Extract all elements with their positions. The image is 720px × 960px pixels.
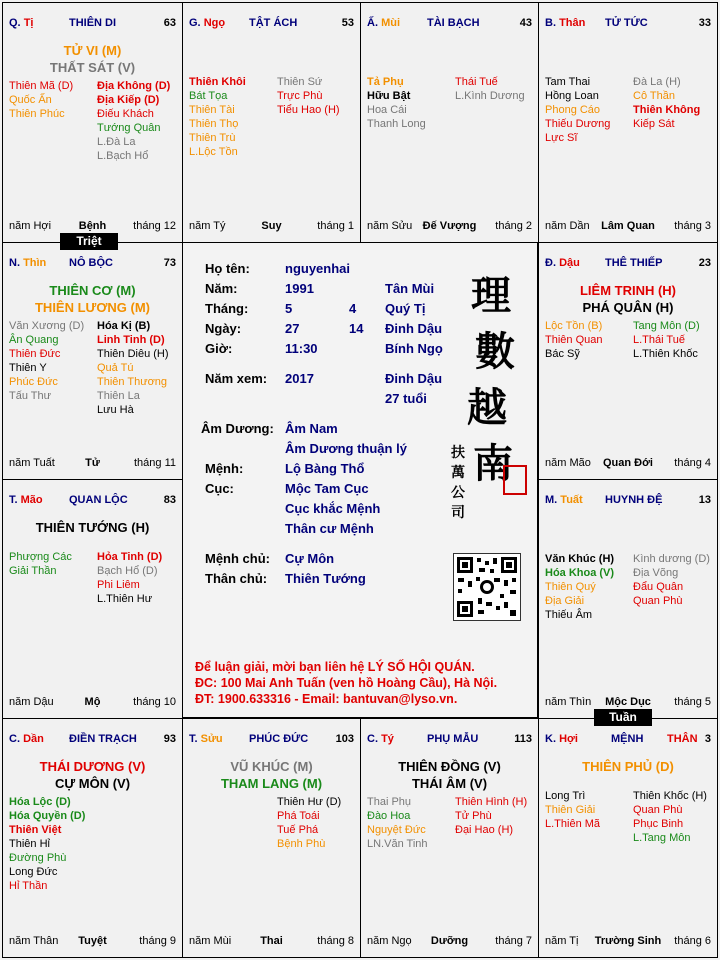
- palace-month: tháng 6: [674, 935, 711, 947]
- palace-mao[interactable]: [2, 479, 183, 719]
- palace-ti[interactable]: [2, 2, 183, 243]
- palace-header: [367, 17, 532, 31]
- palace-stage: Lâm Quan: [601, 220, 655, 232]
- palace-stage: Mộ: [84, 696, 101, 708]
- year-can: Tân Mùi: [385, 281, 435, 296]
- minor-star: Thiên Mã (D): [9, 80, 74, 92]
- star-list-left: [367, 795, 428, 851]
- qr-code-graphic: [454, 554, 520, 620]
- minor-star: Kiếp Sát: [633, 118, 675, 130]
- palace-year: năm Hợi: [9, 220, 52, 232]
- palace-header: [545, 733, 711, 747]
- minor-star: L.Thiên Hư: [97, 593, 153, 605]
- cuc-label: Cục:: [205, 481, 234, 496]
- palace-number: 103: [335, 733, 354, 745]
- minor-star: Hoa Cái: [367, 104, 407, 116]
- minor-star: Thiên Thọ: [189, 118, 239, 130]
- logo-char-3: 越: [467, 384, 507, 431]
- minor-star: Thiên Hư (D): [277, 796, 342, 808]
- palace-hoi[interactable]: [538, 718, 718, 958]
- minor-star: Thiếu Âm: [545, 609, 593, 621]
- minor-star: Lộc Tồn (B): [545, 320, 603, 332]
- palace-year: năm Dậu: [9, 696, 54, 708]
- palace-stage: Mộc Dục: [605, 696, 651, 708]
- palace-than[interactable]: [538, 2, 718, 243]
- minor-star: Hỏa Tinh (D): [97, 551, 163, 563]
- major-star: PHÁ QUÂN (H): [582, 300, 674, 315]
- star-list-right: [633, 789, 707, 845]
- palace-number: 13: [698, 494, 711, 506]
- palace-year: năm Sửu: [367, 220, 413, 232]
- menh-value: Lộ Bàng Thổ: [285, 461, 365, 476]
- star-list-left: [545, 319, 602, 361]
- palace-branch: C. Tý: [367, 733, 394, 745]
- palace-suu[interactable]: [182, 718, 361, 958]
- minor-star: Bát Tọa: [189, 90, 228, 102]
- month-lunar: 4: [349, 301, 357, 316]
- view-year-value: 2017: [285, 371, 314, 386]
- palace-name: HUYNH ĐỆ: [605, 494, 663, 506]
- minor-star: Phong Cáo: [545, 104, 601, 116]
- palace-footer: [545, 457, 711, 471]
- minor-star: Hóa Quyền (D): [9, 810, 86, 822]
- minor-star: Thiên Hình (H): [455, 796, 528, 808]
- minor-star: L.Kình Dương: [455, 90, 525, 102]
- minor-star: Địa Kiếp (D): [97, 94, 160, 106]
- minor-star: L.Tang Môn: [633, 832, 691, 844]
- minor-star: LN.Văn Tinh: [367, 838, 428, 850]
- view-year-can: Đinh Dậu: [385, 371, 443, 386]
- palace-branch: N. Thìn: [9, 257, 47, 269]
- year-value: 1991: [285, 281, 314, 296]
- palace-name: PHÚC ĐỨC: [249, 733, 309, 745]
- palace-dan[interactable]: [2, 718, 183, 958]
- day-can: Đinh Dậu: [385, 321, 443, 336]
- palace-number: 73: [163, 257, 176, 269]
- minor-star: Bệnh Phù: [277, 838, 326, 850]
- star-list-right: [455, 75, 525, 103]
- hour-can: Bính Ngọ: [385, 341, 443, 356]
- palace-year: năm Thìn: [545, 696, 592, 708]
- palace-month: tháng 11: [133, 457, 176, 469]
- palace-header: [189, 733, 354, 747]
- minor-star: Địa Giải: [545, 595, 585, 607]
- palace-year: năm Tuất: [9, 457, 55, 469]
- minor-star: Quả Tú: [97, 362, 134, 374]
- palace-tuat[interactable]: [538, 479, 718, 719]
- amduong-value: Âm Nam: [285, 421, 338, 436]
- palace-footer: [189, 935, 354, 949]
- minor-star: Thiên Quan: [545, 334, 603, 346]
- minor-star: Quan Phù: [633, 595, 683, 607]
- palace-name: TỬ TỨC: [605, 17, 648, 29]
- palace-stage: Dưỡng: [430, 935, 469, 947]
- day-label: Ngày:: [205, 321, 242, 336]
- palace-branch: K. Hợi: [545, 733, 578, 745]
- logo-side-2: 萬: [451, 465, 465, 481]
- palace-header: [9, 257, 176, 271]
- minor-star: Phúc Đức: [9, 376, 58, 388]
- palace-month: tháng 10: [133, 696, 176, 708]
- palace-footer: [545, 935, 711, 949]
- contact-block: [195, 659, 497, 707]
- palace-branch: T. Mão: [9, 494, 43, 506]
- palace-stage: Đế Vượng: [422, 220, 477, 232]
- day-value: 27: [285, 321, 300, 336]
- palace-name: ĐIỀN TRẠCH: [69, 733, 137, 745]
- minor-star: Quan Phù: [633, 804, 683, 816]
- palace-branch: B. Thân: [545, 17, 586, 29]
- minor-star: Giải Thần: [9, 565, 57, 577]
- month-label: Tháng:: [205, 301, 249, 316]
- minor-star: Thiên Không: [633, 104, 701, 116]
- star-list-right: [455, 795, 527, 837]
- minor-star: Tử Phù: [455, 810, 492, 822]
- palace-branch: Q. Tị: [9, 17, 34, 29]
- contact-line-2: ĐC: 100 Mai Anh Tuấn (ven hồ Hoàng Cầu), Hà Nội.: [195, 676, 498, 690]
- palace-number: 113: [514, 733, 532, 745]
- palace-branch: M. Tuất: [545, 494, 583, 506]
- minor-star: Địa Không (D): [97, 80, 171, 92]
- age-value: 27 tuổi: [385, 391, 427, 406]
- palace-name: TÀI BẠCH: [427, 17, 480, 29]
- minor-star: Phục Binh: [633, 818, 684, 830]
- major-star: TỬ VI (M): [63, 43, 122, 58]
- palace-name: THÊ THIẾP: [605, 257, 663, 269]
- star-list-left: [545, 552, 614, 622]
- palace-year: năm Tị: [545, 935, 579, 947]
- major-star: VŨ KHÚC (M): [230, 759, 313, 774]
- minor-star: Thiên La: [97, 390, 140, 402]
- palace-month: tháng 5: [674, 696, 711, 708]
- logo-side-1: 扶: [451, 445, 465, 461]
- major-star: LIÊM TRINH (H): [579, 283, 677, 298]
- palace-name: PHỤ MẪU: [427, 733, 479, 745]
- palace-footer: [9, 457, 176, 471]
- minor-star: Kình dương (D): [633, 553, 710, 565]
- star-list-left: [9, 795, 85, 893]
- menh-label: Mệnh:: [205, 461, 244, 476]
- contact-line-1: Để luận giải, mời bạn liên hệ LÝ SỐ HỘI QUÁN.: [195, 660, 475, 674]
- minor-star: Thanh Long: [367, 118, 426, 130]
- minor-star: Điếu Khách: [97, 108, 154, 120]
- major-star: THIÊN PHỦ (D): [582, 759, 674, 774]
- amduong-relation: Âm Dương thuận lý: [285, 441, 407, 456]
- star-list-left: [545, 789, 600, 831]
- major-star: THAM LANG (M): [220, 776, 323, 791]
- minor-star: Thiên Tài: [189, 104, 235, 116]
- minor-star: Lực Sĩ: [545, 132, 578, 144]
- palace-header: [545, 257, 711, 271]
- minor-star: Hồng Loan: [545, 90, 599, 102]
- major-star: CỰ MÔN (V): [54, 776, 131, 791]
- palace-number: 33: [698, 17, 711, 29]
- palace-thin[interactable]: [2, 242, 183, 480]
- tuan-marker: Tuần: [594, 709, 652, 726]
- star-list-right: [97, 319, 169, 417]
- palace-header: [367, 733, 532, 747]
- palace-header: [9, 733, 176, 747]
- palace-month: tháng 2: [495, 220, 532, 232]
- minor-star: Cô Thần: [633, 90, 675, 102]
- palace-branch: Ấ. Mùi: [367, 17, 401, 29]
- month-value: 5: [285, 301, 293, 316]
- logo-side-3: 公: [451, 485, 465, 501]
- minor-star: Long Đức: [9, 866, 58, 878]
- minor-star: Hữu Bật: [367, 90, 411, 102]
- logo-char-4: 南: [473, 440, 513, 487]
- major-star: THÁI DƯƠNG (V): [39, 759, 146, 774]
- minor-star: Thiên Quý: [545, 581, 596, 593]
- palace-year: năm Tý: [189, 220, 226, 232]
- day-lunar: 14: [349, 321, 364, 336]
- minor-star: Bạch Hổ (D): [97, 565, 158, 577]
- minor-star: Hỉ Thần: [9, 880, 48, 892]
- palace-number: 43: [519, 17, 532, 29]
- palace-stage: Bệnh: [78, 220, 107, 232]
- minor-star: Thiên Khôi: [189, 76, 246, 88]
- minor-star: Thiên Việt: [9, 824, 62, 836]
- minor-star: Văn Xương (D): [9, 320, 85, 332]
- star-list-left: [367, 75, 426, 131]
- palace-header: [9, 494, 176, 508]
- minor-star: Đào Hoa: [367, 810, 411, 822]
- star-list-left: [189, 75, 246, 159]
- palace-branch: G. Ngọ: [189, 17, 226, 29]
- minor-star: Bác Sỹ: [545, 348, 580, 360]
- minor-star: Tang Môn (D): [633, 320, 700, 332]
- minor-star: Long Trì: [545, 790, 586, 802]
- palace-footer: [9, 935, 176, 949]
- palace-header: [545, 494, 711, 508]
- palace-mui[interactable]: [360, 2, 539, 243]
- palace-name: MỆNH: [611, 733, 644, 745]
- name-value: nguyenhai: [285, 261, 351, 276]
- star-list-right: [633, 75, 700, 131]
- palace-name: NÔ BỘC: [69, 257, 113, 269]
- qr-code[interactable]: [453, 553, 521, 621]
- month-can: Quý Tị: [385, 301, 426, 316]
- minor-star: Quốc Ấn: [9, 94, 52, 106]
- star-list-right: [277, 75, 340, 117]
- palace-year: năm Dần: [545, 220, 590, 232]
- minor-star: Thiên Y: [9, 362, 47, 374]
- year-label: Năm:: [205, 281, 238, 296]
- logo-char-2: 數: [475, 328, 515, 375]
- logo-side-4: 司: [451, 505, 465, 521]
- star-list-right: [633, 319, 700, 361]
- triet-marker: Triệt: [60, 233, 118, 250]
- minor-star: Thiên Đức: [9, 348, 61, 360]
- minor-star: Phi Liêm: [97, 579, 140, 591]
- minor-star: Tuế Phá: [277, 824, 319, 836]
- minor-star: Hóa Kị (B): [97, 320, 151, 332]
- minor-star: L.Thiên Khốc: [633, 348, 698, 360]
- palace-month: tháng 8: [317, 935, 354, 947]
- contact-line-3[interactable]: ĐT: 1900.633316 - Email: bantuvan@lyso.vn.: [195, 692, 458, 706]
- palace-footer: [367, 220, 532, 234]
- view-year-label: Năm xem:: [205, 371, 268, 386]
- minor-star: Tấu Thư: [9, 390, 52, 402]
- palace-branch: T. Sửu: [189, 733, 223, 745]
- minor-star: Nguyệt Đức: [367, 824, 426, 836]
- thanchu-value: Thiên Tướng: [285, 571, 366, 586]
- star-list-left: [9, 319, 84, 403]
- palace-number: 83: [163, 494, 176, 506]
- palace-number: 53: [341, 17, 354, 29]
- minor-star: Thiên Trù: [189, 132, 236, 144]
- amduong-label: Âm Dương:: [201, 421, 274, 436]
- minor-star: Thái Tuế: [455, 76, 498, 88]
- major-star: THIÊN ĐỒNG (V): [398, 759, 501, 774]
- minor-star: L.Thiên Mã: [545, 818, 601, 830]
- palace-stage: Tuyệt: [78, 935, 107, 947]
- minor-star: Thai Phụ: [367, 796, 412, 808]
- palace-stage: Trường Sinh: [594, 935, 662, 947]
- major-star: THIÊN LƯƠNG (M): [34, 300, 151, 315]
- minor-star: Ân Quang: [9, 334, 59, 346]
- palace-number: 23: [698, 257, 711, 269]
- palace-header: [189, 17, 354, 31]
- palace-month: tháng 3: [674, 220, 711, 232]
- palace-year: năm Ngọ: [367, 935, 412, 947]
- hour-label: Giờ:: [205, 341, 233, 356]
- minor-star: Phá Toái: [277, 810, 320, 822]
- palace-month: tháng 4: [674, 457, 711, 469]
- major-star: THIÊN TƯỚNG (H): [35, 520, 150, 535]
- minor-star: Thiếu Dương: [545, 118, 611, 130]
- minor-star: Linh Tinh (D): [97, 334, 165, 346]
- minor-star: Thiên Thương: [97, 376, 168, 388]
- logo-char-1: 理: [471, 272, 511, 319]
- palace-year: năm Mão: [545, 457, 591, 469]
- palace-month: tháng 1: [317, 220, 354, 232]
- star-list-right: [633, 552, 710, 608]
- palace-footer: [545, 220, 711, 234]
- palace-number: 63: [163, 17, 176, 29]
- minor-star: L.Đà La: [97, 136, 136, 148]
- minor-star: Tam Thai: [545, 76, 591, 88]
- thanchu-label: Thân chủ:: [205, 571, 268, 586]
- seal-stamp: [503, 465, 527, 495]
- palace-name: TẬT ÁCH: [249, 17, 298, 29]
- than-position: Thân cư Mệnh: [285, 521, 374, 536]
- palace-stage: Quan Đới: [603, 457, 653, 469]
- palace-footer: [189, 220, 354, 234]
- palace-ngo[interactable]: [182, 2, 361, 243]
- palace-ty[interactable]: [360, 718, 539, 958]
- menhchu-label: Mệnh chủ:: [205, 551, 270, 566]
- menhchu-value: Cự Môn: [285, 551, 335, 566]
- cuc-value: Mộc Tam Cục: [285, 481, 369, 496]
- major-star: THẤT SÁT (V): [49, 60, 136, 75]
- palace-footer: [9, 696, 176, 710]
- star-list-right: [277, 795, 341, 851]
- minor-star: L.Bạch Hổ: [97, 150, 149, 162]
- minor-star: Đẩu Quân: [633, 581, 684, 593]
- minor-star: Thiên Phúc: [9, 108, 65, 120]
- minor-star: Hóa Lộc (D): [9, 796, 71, 808]
- minor-star: Tả Phụ: [367, 76, 404, 88]
- minor-star: Địa Võng: [633, 567, 679, 579]
- palace-name: QUAN LỘC: [69, 494, 128, 506]
- minor-star: L.Lộc Tồn: [189, 146, 238, 158]
- palace-name: THIÊN DI: [69, 17, 117, 29]
- palace-branch: Đ. Dậu: [545, 257, 580, 269]
- minor-star: Đại Hao (H): [455, 824, 514, 836]
- minor-star: Thiên Giải: [545, 804, 596, 816]
- star-list-right: [97, 550, 162, 606]
- palace-footer: [9, 220, 176, 234]
- hour-value: 11:30: [285, 341, 318, 356]
- star-list-left: [9, 79, 73, 121]
- star-list-left: [9, 550, 72, 578]
- palace-month: tháng 9: [139, 935, 176, 947]
- palace-stage: Thai: [260, 935, 283, 947]
- palace-stage: Suy: [261, 220, 282, 232]
- minor-star: Thiên Khốc (H): [633, 790, 707, 802]
- body-palace-marker: THÂN: [667, 733, 698, 745]
- minor-star: Lưu Hà: [97, 404, 134, 416]
- name-label: Họ tên:: [205, 261, 250, 276]
- minor-star: Tướng Quân: [97, 122, 161, 134]
- minor-star: Thiên Sứ: [277, 76, 323, 88]
- minor-star: Phượng Các: [9, 551, 72, 563]
- palace-branch: C. Dần: [9, 733, 44, 745]
- minor-star: Trực Phù: [277, 90, 323, 102]
- palace-year: năm Mùi: [189, 935, 232, 947]
- palace-stage: Tử: [85, 457, 100, 469]
- palace-header: [9, 17, 176, 31]
- palace-month: tháng 12: [133, 220, 176, 232]
- palace-number: 93: [163, 733, 176, 745]
- palace-year: năm Thân: [9, 935, 59, 947]
- major-star: THIÊN CƠ (M): [49, 283, 136, 298]
- minor-star: L.Thái Tuế: [633, 334, 685, 346]
- palace-footer: [545, 696, 711, 710]
- star-list-right: [97, 79, 170, 163]
- palace-month: tháng 7: [495, 935, 532, 947]
- star-list-left: [545, 75, 610, 145]
- major-star: THÁI ÂM (V): [411, 776, 488, 791]
- center-info-panel: [182, 242, 538, 718]
- palace-header: [545, 17, 711, 31]
- palace-dau[interactable]: [538, 242, 718, 480]
- minor-star: Tiểu Hao (H): [277, 104, 340, 116]
- minor-star: Đà La (H): [633, 76, 681, 88]
- minor-star: Đường Phù: [9, 852, 67, 864]
- cuc-relation: Cục khắc Mệnh: [285, 501, 381, 516]
- minor-star: Hóa Khoa (V): [545, 567, 615, 579]
- palace-footer: [367, 935, 532, 949]
- minor-star: Thiên Diêu (H): [97, 348, 169, 360]
- minor-star: Thiên Hỉ: [9, 838, 50, 850]
- palace-number: 3: [704, 733, 711, 745]
- minor-star: Văn Khúc (H): [545, 553, 615, 565]
